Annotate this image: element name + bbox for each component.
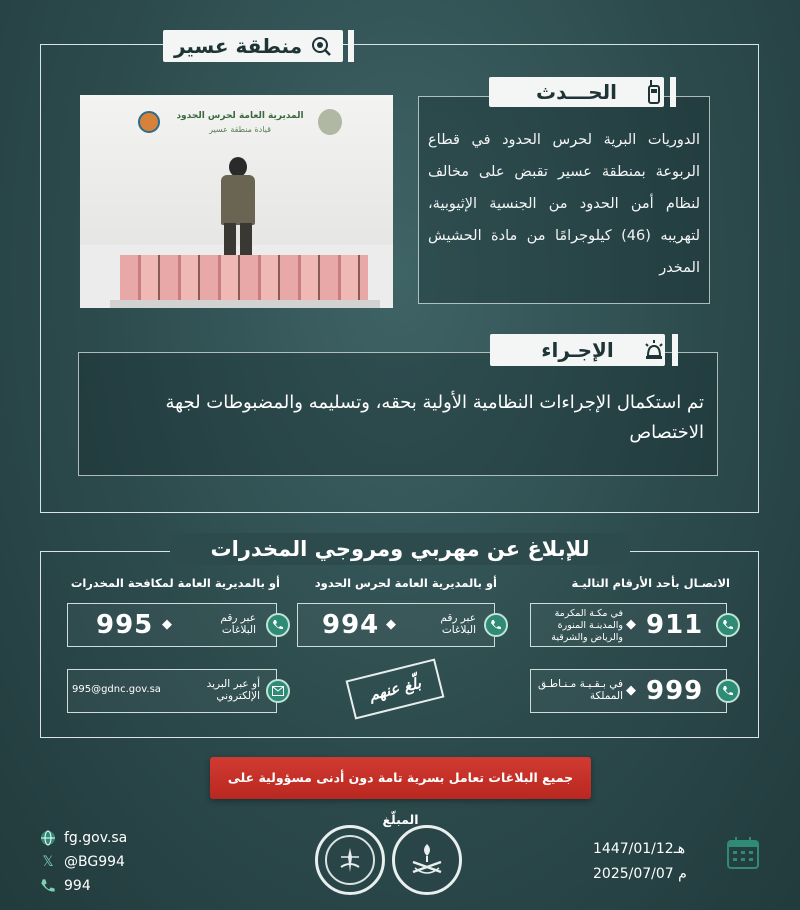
- number-999-desc: في بـقـيـة مـنـاطـق المملكة: [537, 678, 623, 702]
- magnifier-icon: [310, 35, 332, 57]
- phone-icon: [484, 613, 508, 637]
- event-text: الدوريات البرية لحرس الحدود في قطاع الربوعة بمنطقة عسير تقبض على مخالف لنظام أمن الحدود من الجنسية الإثيوبية، لتهريبه (46) كيلوجرامًا من مادة الحشيش المخدر: [428, 132, 700, 276]
- procedure-tag-bar: [672, 334, 678, 366]
- region-title: منطقة عسير: [173, 34, 303, 58]
- number-995-box[interactable]: [67, 603, 277, 647]
- procedure-label: الإجـراء: [541, 338, 614, 362]
- photo-org-sub: قيادة منطقة عسير: [209, 125, 271, 134]
- photo-org-name: المديرية العامة لحرس الحدود: [176, 111, 304, 121]
- email-box[interactable]: [67, 669, 277, 713]
- phone-icon: [40, 878, 56, 894]
- number-994: 994: [322, 610, 380, 640]
- siren-icon: [642, 334, 666, 366]
- col-right-title: الاتصـال بأحد الأرقام التاليـة: [571, 576, 730, 590]
- footer-phone[interactable]: 994: [64, 878, 91, 894]
- number-994-desc: عبر رقم البلاغات: [440, 612, 476, 636]
- walkie-talkie-icon: [644, 77, 664, 107]
- org-logo-left: [138, 111, 160, 133]
- phone-icon: [266, 613, 290, 637]
- calendar-icon: [726, 836, 760, 870]
- number-911-box[interactable]: [530, 603, 727, 647]
- region-tag-bar: [348, 30, 354, 62]
- phone-icon: [716, 679, 740, 703]
- arrow-icon: ◆: [386, 617, 396, 632]
- region-tag: [163, 30, 343, 62]
- col-left-title: أو بالمديرية العامة لمكافحة المخدرات: [70, 576, 280, 590]
- phone-icon: [716, 613, 740, 637]
- emblem-icon: [335, 845, 365, 875]
- number-999: 999: [646, 676, 704, 706]
- event-tag-bar: [670, 77, 676, 107]
- event-tag: [489, 77, 664, 107]
- person-figure: [218, 157, 258, 267]
- number-995: 995: [96, 610, 154, 640]
- event-label: الحـــدث: [536, 80, 617, 104]
- procedure-text: تم استكمال الإجراءات النظامية الأولية بحقه، وتسليمه والمضبوطات لجهة الاختصاص: [165, 392, 704, 443]
- ministry-emblem: [392, 825, 462, 895]
- globe-icon: [40, 830, 56, 846]
- emblem-icon: [407, 840, 447, 880]
- footer-dates: [593, 836, 721, 886]
- confidential-notice: جميع البلاغات تعامل بسرية تامة دون أدنى مسؤولية على المبلّغ: [210, 757, 591, 799]
- email-icon: [266, 679, 290, 703]
- number-999-box[interactable]: [530, 669, 727, 713]
- border-guard-emblem: [315, 825, 385, 895]
- arrow-icon: ◆: [626, 683, 636, 698]
- number-994-box[interactable]: [297, 603, 495, 647]
- footer-twitter[interactable]: @BG994: [64, 854, 125, 870]
- footer-contacts: [40, 826, 170, 898]
- footer-website[interactable]: fg.gov.sa: [64, 830, 128, 846]
- event-photo: [80, 95, 393, 308]
- number-911-desc: في مكـة المكرمة والمدينـة المنورة والرياض والشرقية: [551, 608, 623, 643]
- email-address[interactable]: 995@gdnc.gov.sa: [72, 684, 161, 695]
- x-icon: 𝕏: [42, 854, 54, 870]
- stamp-text: بلّغ عنهم: [367, 673, 423, 705]
- email-desc: أو عبر البريد الإلكتروني: [206, 678, 260, 702]
- report-heading: للإبلاغ عن مهربي ومروجي المخدرات: [170, 533, 630, 565]
- arrow-icon: ◆: [162, 617, 172, 632]
- procedure-tag: [490, 334, 665, 366]
- col-mid-title: أو بالمديرية العامة لحرس الحدود: [314, 576, 497, 590]
- hijri-date: 1447/01/12هـ: [593, 841, 686, 857]
- greg-date: 2025/07/07 م: [593, 866, 687, 882]
- emblem-icon: [318, 109, 342, 135]
- number-995-desc: عبر رقم البلاغات: [220, 612, 256, 636]
- number-911: 911: [646, 610, 704, 640]
- seized-packages: [120, 255, 368, 303]
- arrow-icon: ◆: [626, 617, 636, 632]
